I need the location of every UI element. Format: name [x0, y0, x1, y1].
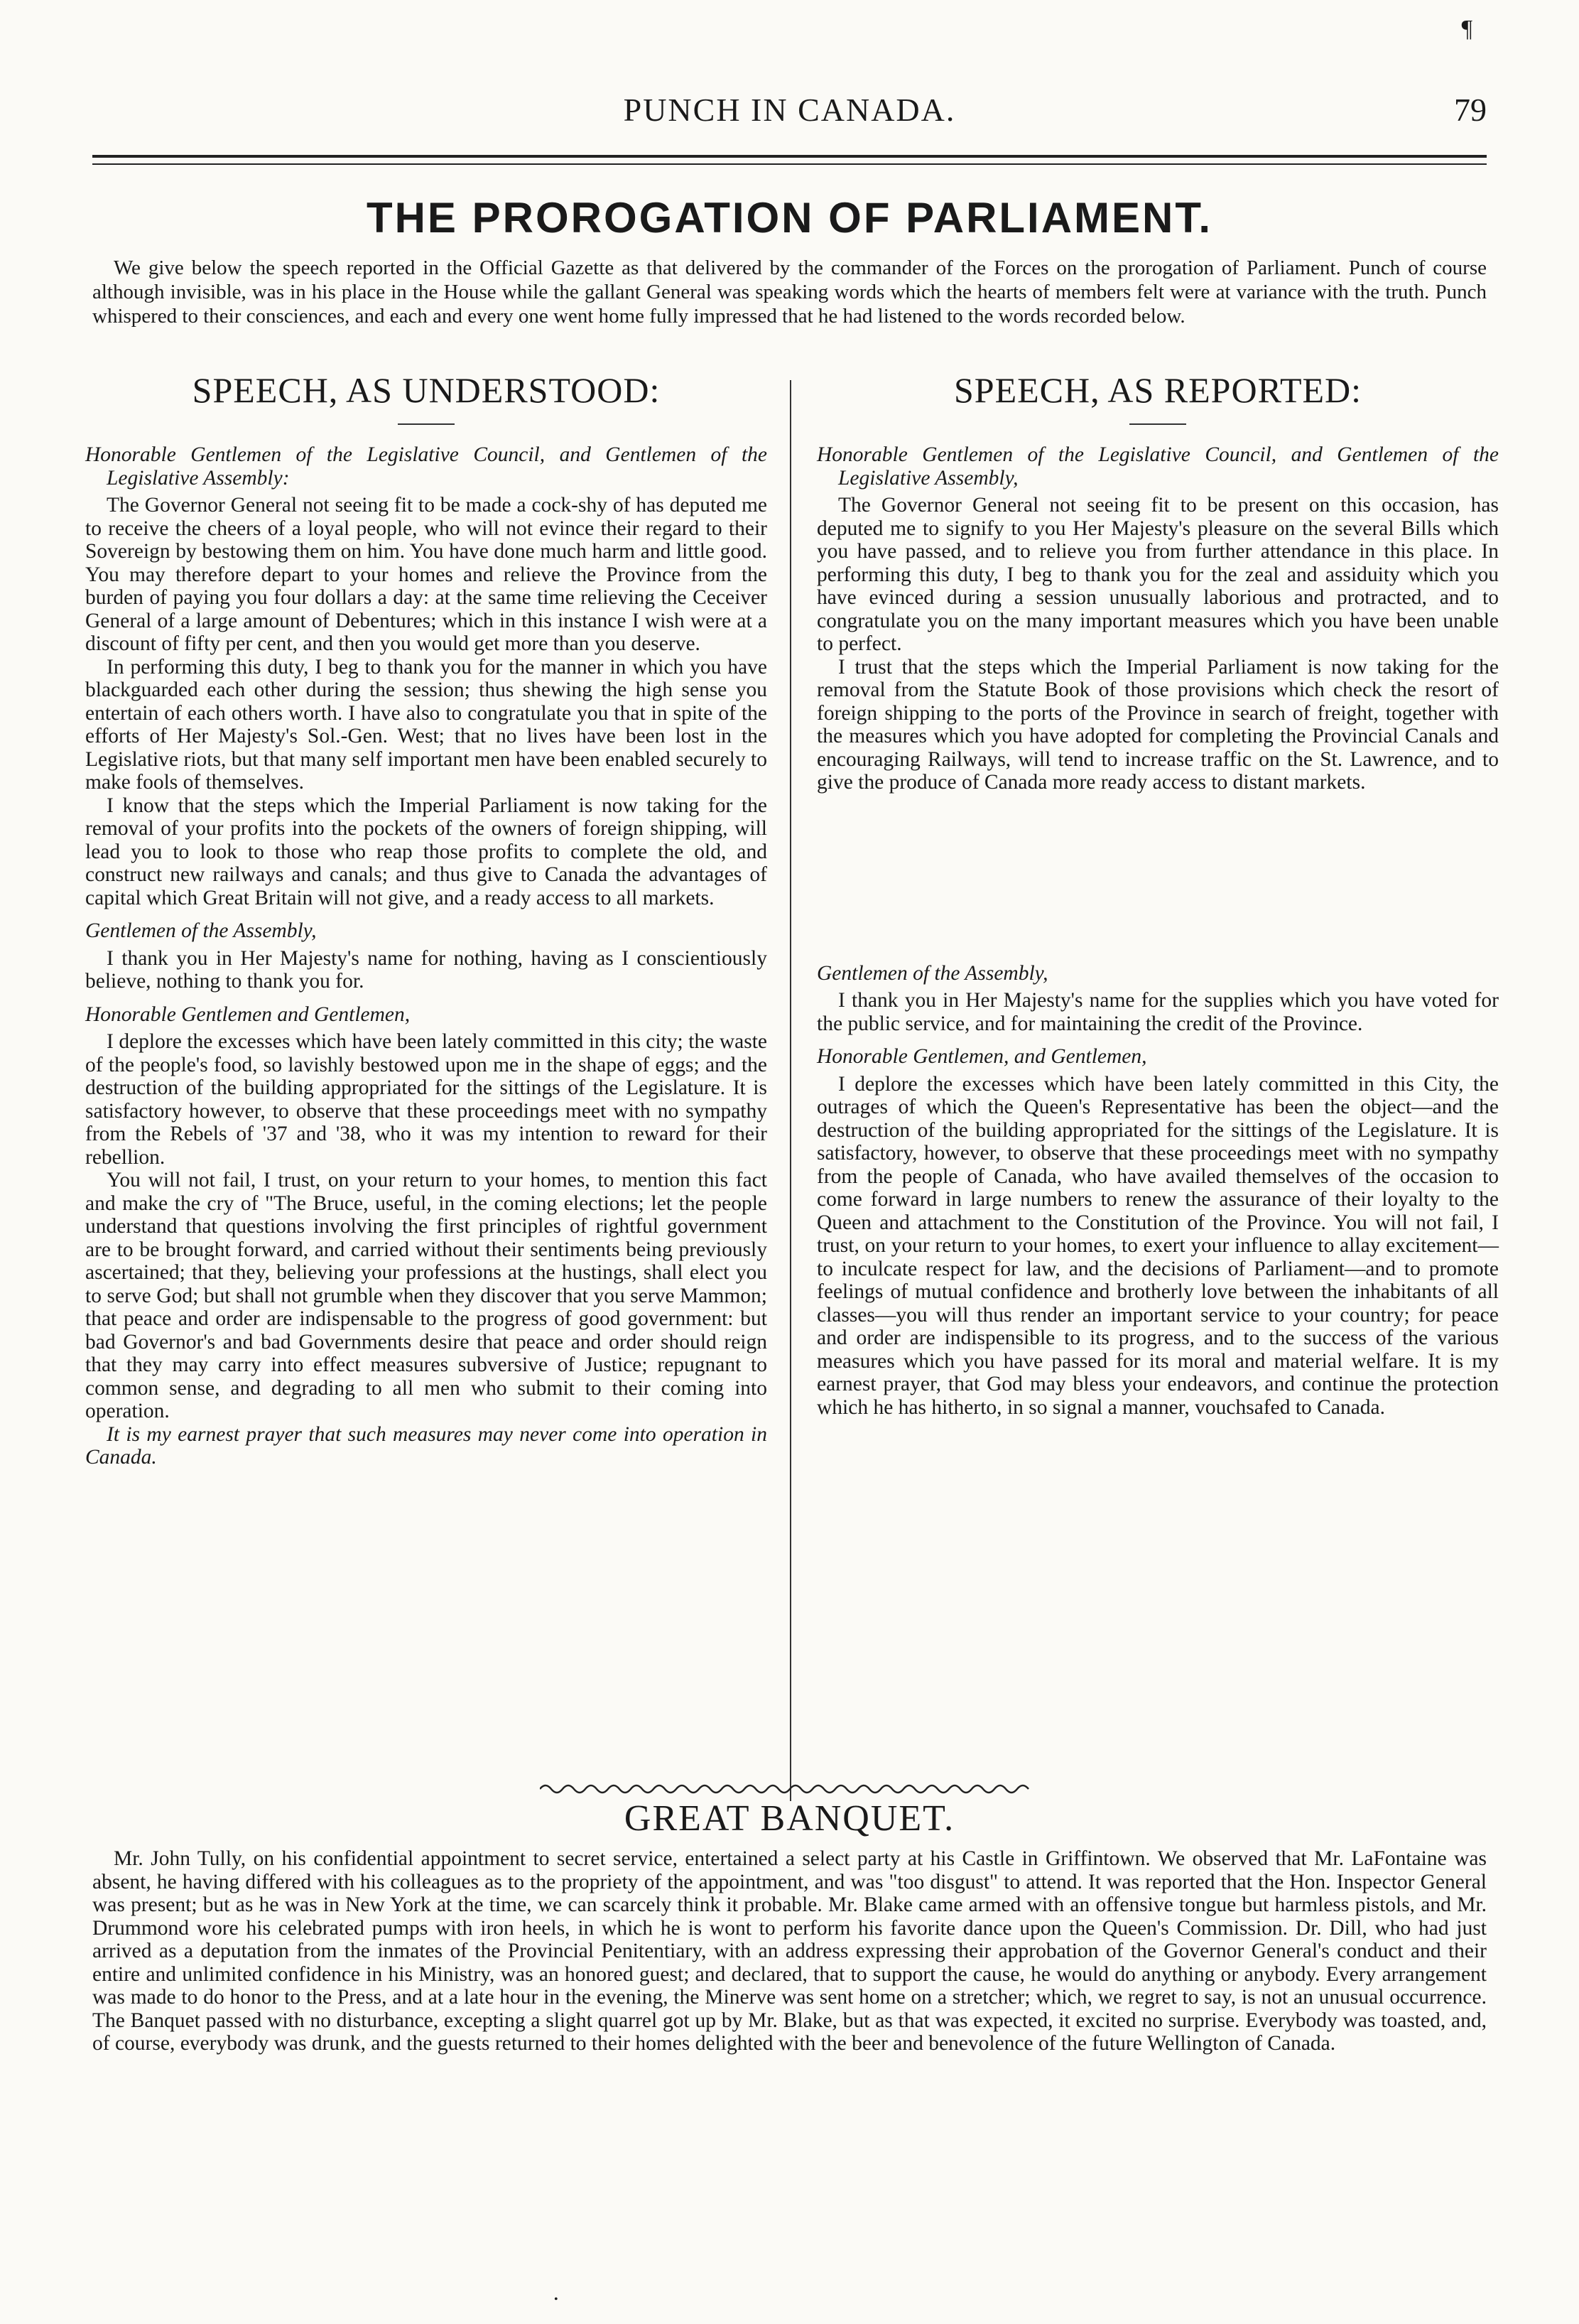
left-salutation-gentlemen: Honorable Gentlemen and Gentlemen, — [85, 1002, 411, 1026]
banquet-article — [92, 1847, 1487, 2055]
left-paragraph-2: In performing this duty, I beg to thank you for the manner in which you have blackguarded each other during the session; thus shewing the high sense you entertain of each others worth. I have also to congratulate you that in spite of the efforts of Her Majesty's Sol.-Gen. West; that no lives have been lost in the Legislative riots, but that many self important men have been enabled securely to make fools of themselves. — [85, 655, 767, 794]
left-paragraph-6: You will not fail, I trust, on your return to your homes, to mention this fact and make the cry of "The Bruce, useful, in the coming elections; let the people understand that questions involving the first principles of rightful government are to be brought forward, and carried without their sentiments being previously ascertained; that they, believing your professions at the hustings, shall elect you to serve God; but shall not grumble when they discover that you serve Mammon; that peace and order are indispensable to the progress of good government: but bad Governor's and bad Governments desire that peace and order should reign that they may carry into effect measures subversive of Justice; repugnant to common sense, and degrading to all men who submit to their coming into operation. — [85, 1169, 767, 1422]
left-salutation-council: Honorable Gentlemen of the Legislative Council, and Gentlemen of the Legislative Assembly: — [85, 443, 767, 490]
header-rule-thick — [92, 155, 1487, 158]
right-salutation-assembly: Gentlemen of the Assembly, — [817, 961, 1048, 985]
right-paragraph-4: I deplore the excesses which have been lately committed in this City, the outrages of which the Queen's Representative has been the object—and the destruction of the building appropriated for the sittings of the Legislature. It is satisfactory, however, to observe that these proceedings meet with no sympathy from the people of Canada, who have availed themselves of the occasion to come forward in large numbers to renew the assurance of their loyalty to the Queen and attachment to the Constitution of the Province. You will not fail, I trust, on your return to your homes, to exert your influence to allay excitement—to inculcate respect for law, and the decisions of Parliament—and to promote feelings of mutual confidence and brotherly love between the inhabitants of all classes—you will thus render an important service to your country; for peace and order are indispensible to its progress, and to the success of the various measures which you have passed for its moral and material welfare. It is my earnest prayer, that God may bless your endeavors, and continue the protection which he has hitherto, in so signal a manner, vouchsafed to Canada. — [817, 1072, 1499, 1419]
left-salutation-assembly: Gentlemen of the Assembly, — [85, 919, 317, 942]
column-divider — [790, 380, 791, 1801]
article-intro — [92, 256, 1487, 328]
running-head — [92, 91, 1487, 134]
right-heading-rule — [1129, 423, 1186, 425]
article-title: THE PROROGATION OF PARLIAMENT. — [366, 194, 1213, 242]
right-column-heading: SPEECH, AS REPORTED: — [953, 370, 1362, 410]
running-title: PUNCH IN CANADA. — [623, 92, 956, 128]
right-salutation-gentlemen: Honorable Gentlemen, and Gentlemen, — [817, 1045, 1147, 1068]
right-column — [817, 369, 1499, 1419]
banquet-title: GREAT BANQUET. — [624, 1798, 955, 1839]
right-paragraph-3: I thank you in Her Majesty's name for the supplies which you have voted for the public service, and for maintaining the credit of the Province. — [817, 989, 1499, 1035]
page-number: 79 — [1454, 92, 1487, 128]
left-paragraph-3: I know that the steps which the Imperial Parliament is now taking for the removal of your profits into the pockets of the owners of foreign shipping, will lead you to look to those who reap those profits to complete the old, and construct new railways and canals; and thus give to Canada the advantages of capital which Great Britain will not give, and a ready access to all markets. — [85, 794, 767, 909]
left-paragraph-4: I thank you in Her Majesty's name for nothing, having as I conscientiously believe, nothing to thank you for. — [85, 946, 767, 993]
left-column-heading: SPEECH, AS UNDERSTOOD: — [192, 370, 661, 410]
intro-paragraph: We give below the speech reported in the Official Gazette as that delivered by the commander of the Forces on the prorogation of Parliament. Punch of course although invisible, was in his place in the House while the gallant General was speaking words which the hearts of members felt were at variance with the truth. Punch whispered to their consciences, and each and every one went home fully impressed that he had listened to the words recorded below. — [92, 256, 1487, 328]
left-heading-rule — [398, 423, 455, 425]
left-paragraph-1: The Governor General not seeing fit to be made a cock-shy of has deputed me to receive the cheers of a loyal people, who will not evince their regard to their Sovereign by bestowing them on him. You have done much harm and little good. You may therefore depart to your homes and relieve the Province from the burden of paying you four dollars a day: at the same time relieving the Ceceiver General of a large amount of Debentures; which in this instance I wish were at a discount of fifty per cent, and then you would get more than you deserve. — [85, 494, 767, 655]
banquet-paragraph: Mr. John Tully, on his confidential appointment to secret service, entertained a select party at his Castle in Griffintown. We observed that Mr. LaFontaine was absent, he having differed with his colleagues as to the propriety of the appointment, and was "too disgust" to attend. It was reported that the Hon. Inspector General was present; but as he was in New York at the time, we can scarcely think it probable. Mr. Blake came armed with an offensive tongue but harmless pistols, and Mr. Drummond wore his celebrated pumps with iron heels, in which he is wont to perform his favorite dance upon the Queen's Commission. Dr. Dill, who had just arrived as a deputation from the inmates of the Provincial Penitentiary, with an address expressing their approbation of the Governor General's conduct and their entire and unlimited confidence in his Ministry, was an honored guest; and declared, that to support the cause, he would do anything or anybody. Every arrangement was made to do honor to the Press, and at a late hour in the evening, the Minerve was sent home on a stretcher; which, we regret to say, is not an unusual occurrence. The Banquet passed with no disturbance, excepting a slight quarrel got up by Mr. Blake, but as that was expected, it excited no surprise. Everybody was toasted, and, of course, everybody was drunk, and the guests returned to their homes delighted with the beer and benevolence of the future Wellington of Canada. — [92, 1847, 1487, 2055]
left-column — [85, 369, 767, 1469]
right-paragraph-1: The Governor General not seeing fit to be present on this occasion, has deputed me to signify to you Her Majesty's pleasure on the several Bills which you have passed, and to relieve you from further attendance in this place. In performing this duty, I beg to thank you for the zeal and assiduity which you have evinced during a session unusually laborious and protracted, and to congratulate you on the many important measures which you have been unable to perfect. — [817, 494, 1499, 655]
bottom-ornament: • — [554, 2293, 558, 2306]
wavy-divider — [540, 1782, 1037, 1796]
left-paragraph-5: I deplore the excesses which have been lately committed in this city; the waste of the people's food, so lavishly bestowed upon me in the shape of eggs; and the destruction of the building appropriated for the sittings of the Legislature. It is satisfactory however, to observe that these proceedings meet with no sympathy from the Rebels of '37 and '38, who it was my intention to reward for their rebellion. — [85, 1030, 767, 1169]
right-salutation-council: Honorable Gentlemen of the Legislative Council, and Gentlemen of the Legislative Assembly, — [817, 443, 1499, 490]
left-paragraph-7: It is my earnest prayer that such measures may never come into operation in Canada. — [85, 1422, 767, 1469]
right-paragraph-2: I trust that the steps which the Imperial Parliament is now taking for the removal from the Statute Book of those provisions which check the resort of foreign shipping to the ports of the Province in search of freight, together with the measures which you have adopted for completing the Provincial Canals and encouraging Railways, will tend to increase traffic on the St. Lawrence, and to give the produce of Canada more ready access to distant markets. — [817, 655, 1499, 794]
header-rule-thin — [92, 163, 1487, 165]
corner-mark: ¶ — [1461, 16, 1472, 42]
